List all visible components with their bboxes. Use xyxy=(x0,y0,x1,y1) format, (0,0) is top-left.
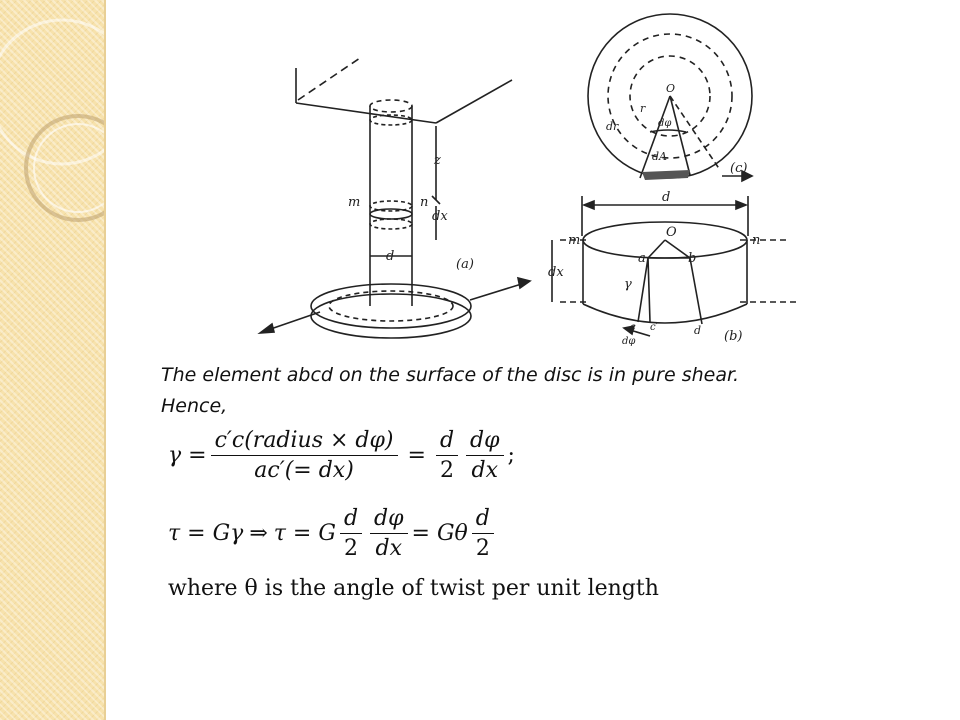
label-b-d: d xyxy=(662,190,671,205)
label-b-gamma: γ xyxy=(624,277,632,292)
label-b-m: m xyxy=(568,233,581,248)
eq2-frac3-den: 2 xyxy=(475,536,490,561)
equation-shear-strain xyxy=(168,428,515,483)
eq2-implies: ⇒ xyxy=(249,521,268,546)
label-b-o: O xyxy=(666,225,677,240)
eq2-frac2-den: dx xyxy=(375,536,403,561)
label-a-tag: (a) xyxy=(456,257,474,272)
label-b-c: c xyxy=(630,322,636,333)
label-b-dphi: dφ xyxy=(622,336,636,347)
eq1-frac1 xyxy=(211,428,398,483)
eq1-frac1-den: ac′(= dx) xyxy=(254,458,354,483)
figure-c xyxy=(588,14,752,181)
eq2-frac1-den: 2 xyxy=(343,536,358,561)
label-c-dphi: dφ xyxy=(658,118,672,129)
caption-line-1: The element abcd on the surface of the disc is in pure shear. xyxy=(161,364,740,386)
eq1-frac2 xyxy=(436,428,458,483)
label-b-dd: d xyxy=(694,324,702,337)
label-b-dx: dx xyxy=(548,265,564,280)
eq2-frac3 xyxy=(472,506,494,561)
eq1-frac2-den: 2 xyxy=(439,458,454,483)
eq2-part2: τ = G xyxy=(273,521,336,546)
eq2-frac1 xyxy=(340,506,362,561)
label-dx: dx xyxy=(432,209,448,224)
eq2-frac2 xyxy=(370,506,408,561)
label-n: n xyxy=(420,195,429,210)
caption-line-2: Hence, xyxy=(161,395,228,417)
label-z: z xyxy=(434,153,441,168)
label-d: d xyxy=(386,249,395,264)
eq2-part3: = Gθ xyxy=(411,521,468,546)
eq1-frac2-num: d xyxy=(436,428,458,456)
eq1-frac3-num: dφ xyxy=(466,428,504,456)
label-c-dA: dA xyxy=(652,150,667,163)
label-b-a: a xyxy=(638,251,646,266)
figure-b xyxy=(552,196,800,336)
eq2-frac1-num: d xyxy=(340,506,362,534)
eq2-frac2-num: dφ xyxy=(370,506,408,534)
label-b-cprime: c′ xyxy=(650,322,658,333)
label-c-dr: dr xyxy=(606,120,619,133)
eq1-equals: = xyxy=(407,443,426,468)
eq2-part1: τ = Gγ xyxy=(168,521,244,546)
eq1-frac3-den: dx xyxy=(471,458,499,483)
equation-shear-stress xyxy=(168,506,498,561)
label-c-tag: (c) xyxy=(730,161,748,176)
label-b-tag: (b) xyxy=(724,329,743,344)
caption xyxy=(161,360,881,422)
eq1-tail: ; xyxy=(507,443,515,468)
label-c-r: r xyxy=(640,102,646,115)
label-c-o: O xyxy=(666,82,676,95)
eq1-lhs: γ = xyxy=(168,443,207,468)
twist-definition: where θ is the angle of twist per unit length xyxy=(168,576,659,601)
eq1-frac3 xyxy=(466,428,504,483)
eq1-frac1-num: c′c(radius × dφ) xyxy=(211,428,398,456)
label-m: m xyxy=(348,195,361,210)
eq2-frac3-num: d xyxy=(472,506,494,534)
label-b-b: b xyxy=(688,251,697,266)
label-b-n: n xyxy=(752,233,761,248)
figure-a xyxy=(260,58,530,338)
